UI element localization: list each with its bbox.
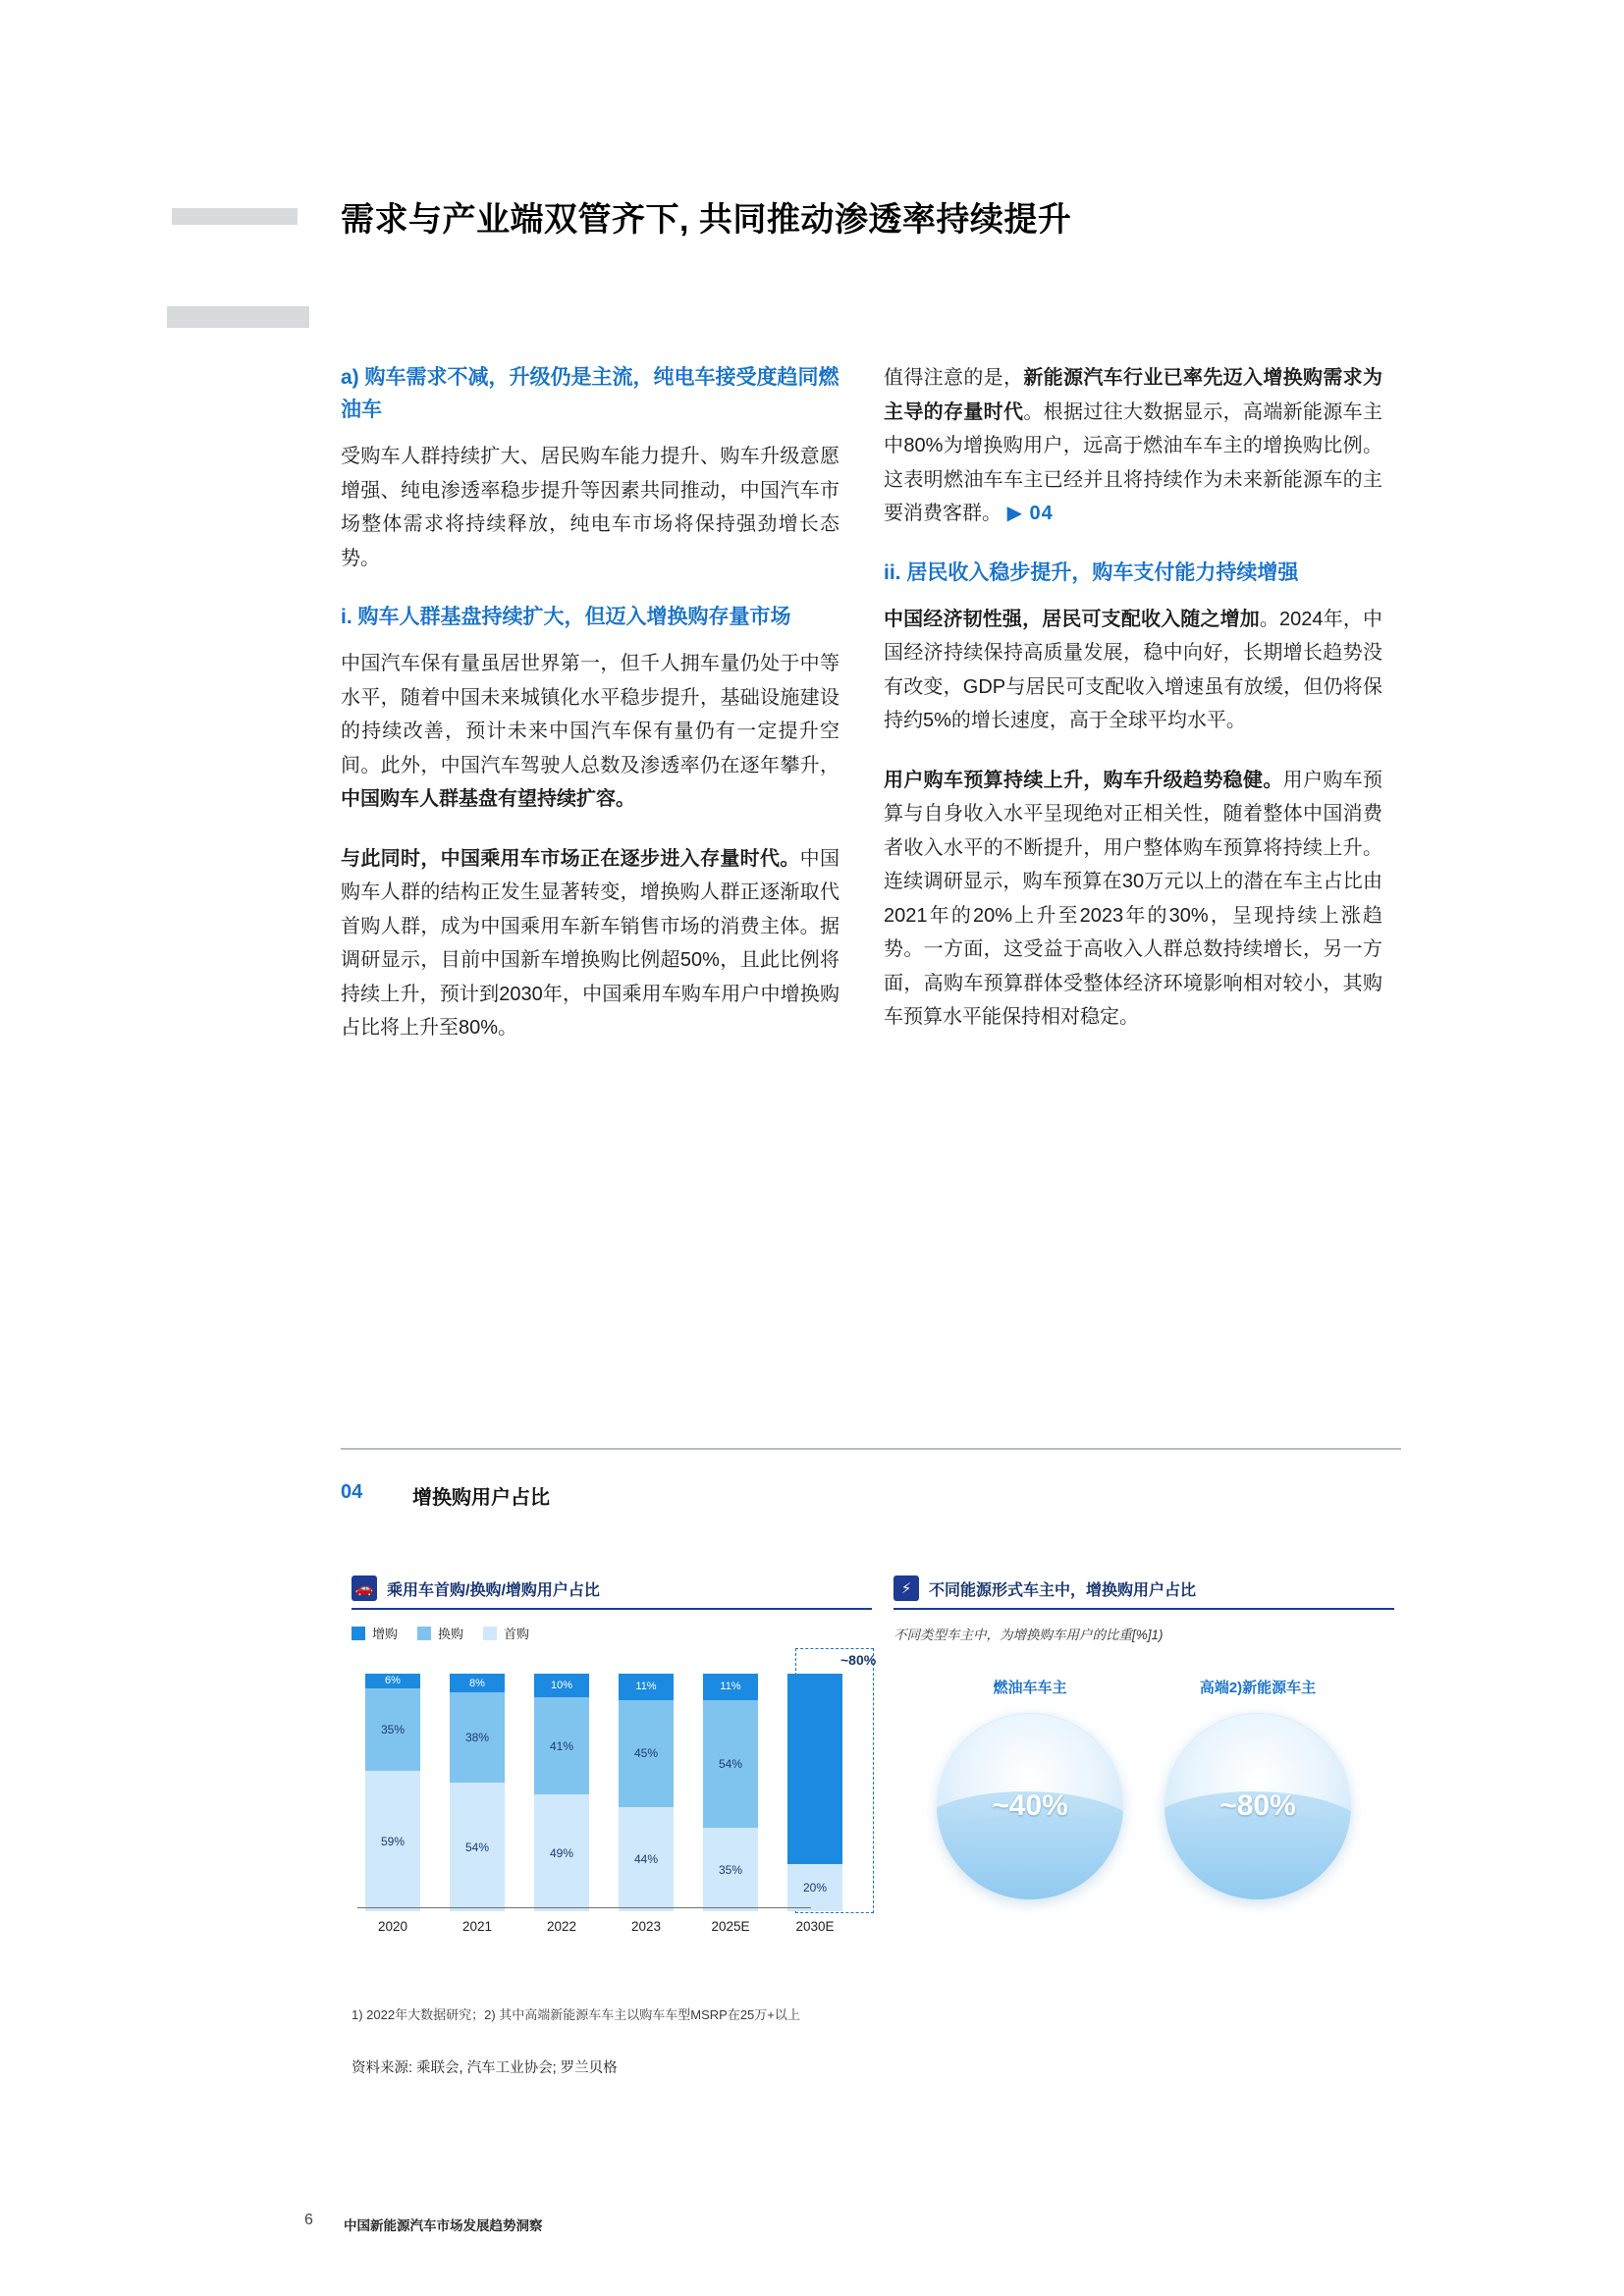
bar-2025e-label-shougou: 35% [718, 1862, 743, 1877]
legend-label-1: 换购 [438, 1627, 464, 1641]
stacked-bar-chart [352, 1652, 877, 1934]
panel-title-right: 不同能源形式车主中，增换购用户占比 [929, 1581, 1197, 1599]
bar-2025e-label-huangou: 54% [718, 1756, 743, 1771]
bubble-item-1 [1164, 1677, 1351, 1899]
footer-title: 中国新能源汽车市场发展趋势洞察 [344, 2218, 543, 2233]
x-axis-line [357, 1907, 811, 1908]
x-label-5: 2030E [795, 1919, 835, 1934]
bar-2025e-seg-huangou [703, 1700, 758, 1829]
paragraph-r-1-pre: 值得注意的是， [884, 367, 1024, 389]
page-number: 6 [304, 2212, 313, 2228]
bar-2023-label-shougou: 44% [633, 1851, 659, 1866]
left-text-column [341, 361, 839, 1071]
header-accent-bar-1 [172, 208, 298, 225]
exhibit-number: 04 [341, 1481, 363, 1503]
chart-panel-bubbles [893, 1575, 1394, 1899]
chart-panel-stacked-bar [352, 1575, 877, 1934]
paragraph-i-1-bold: 中国购车人群基盘有望持续扩容。 [341, 788, 635, 810]
bubble-group [893, 1677, 1394, 1899]
legend-item-1 [417, 1624, 463, 1642]
bar-2022-seg-shougou [534, 1794, 589, 1911]
exhibit-source: 资料来源: 乘联会, 汽车工业协会; 罗兰贝格 [352, 2060, 618, 2076]
paragraph-r-2-bold: 中国经济韧性强，居民可支配收入随之增加 [884, 608, 1260, 630]
panel-header-right [893, 1575, 1394, 1610]
paragraph-i-1 [341, 647, 839, 817]
heading-subsection-ii: ii. 居民收入稳步提升，购车支付能力持续增强 [884, 561, 1299, 584]
bar-2020-label-zenggou: 6% [385, 1675, 401, 1687]
legend-item-2 [483, 1624, 529, 1642]
ev-icon: ⚡ [893, 1575, 919, 1601]
bar-2023-label-huangou: 45% [633, 1746, 659, 1761]
bar-2020-seg-shougou [365, 1771, 420, 1911]
exhibit-reference-link[interactable]: ▶ 04 [1006, 503, 1054, 524]
legend-label-2: 首购 [504, 1627, 530, 1641]
bar-2022 [534, 1674, 589, 1911]
paragraph-r-3-rest: 用户购车预算与自身收入水平呈现绝对正相关性，随着整体中国消费者收入水平的不断提升，用户整体购车预算将持续上升。连续调研显示，购车预算在30万元以上的潜在车主占比由2021年的20%上升至2023年的30%，呈现持续上涨趋势。一方面，这受益于高收入人群总数持续增长，另一方面，高购车预算群体受整体经济环境影响相对较小，其购车预算水平能保持相对稳定。 [884, 769, 1383, 1028]
paragraph-r-3 [884, 764, 1382, 1035]
x-label-0: 2020 [377, 1919, 408, 1934]
bar-2022-label-huangou: 41% [549, 1738, 574, 1753]
legend-swatch-0 [352, 1627, 365, 1640]
bar-2023-seg-shougou [619, 1807, 674, 1912]
paragraph-i-2 [341, 842, 839, 1045]
bar-2023-label-zenggou: 11% [635, 1681, 657, 1693]
bar-2020-label-shougou: 59% [380, 1834, 406, 1848]
x-label-3: 2023 [630, 1919, 662, 1934]
bar-2021-seg-shougou [450, 1783, 505, 1911]
paragraph-a: 受购车人群持续扩大、居民购车能力提升、购车升级意愿增强、纯电渗透率稳步提升等因素共同推动，中国汽车市场整体需求将持续释放，纯电车市场将保持强劲增长态势。 [341, 446, 839, 569]
bar-2021 [450, 1674, 505, 1911]
bar-2020-seg-zenggou [365, 1674, 420, 1688]
bar-2030e [787, 1674, 842, 1911]
legend-swatch-1 [417, 1627, 431, 1640]
x-label-1: 2021 [461, 1919, 493, 1934]
heading-section-a: a) 购车需求不减，升级仍是主流，纯电车接受度趋同燃油车 [341, 366, 839, 421]
bar-2025e [703, 1674, 758, 1911]
bar-2030e-seg-lower [787, 1864, 842, 1911]
bar-2022-seg-zenggou [534, 1674, 589, 1697]
paragraph-i-1-text: 中国汽车保有量虽居世界第一，但千人拥车量仍处于中等水平，随着中国未来城镇化水平稳步提升，基础设施建设的持续改善，预计未来中国汽车保有量仍有一定提升空间。此外，中国汽车驾驶人总数及渗透率仍在逐年攀升， [341, 653, 839, 776]
heading-subsection-i: i. 购车人群基盘持续扩大，但迈入增换购存量市场 [341, 606, 791, 628]
bar-2021-seg-zenggou [450, 1674, 505, 1692]
bubble-value-1: ~80% [1219, 1789, 1296, 1822]
bar-2021-seg-huangou [450, 1692, 505, 1783]
bar-2021-label-shougou: 54% [464, 1840, 490, 1854]
bubble-item-0 [937, 1677, 1123, 1899]
paragraph-i-2-bold: 与此同时，中国乘用车市场正在逐步进入存量时代。 [341, 847, 800, 870]
highlight-annotation: ~80% [840, 1652, 877, 1668]
bubble-label-1: 高端2)新能源车主 [1199, 1680, 1317, 1696]
car-icon: 🚗 [352, 1575, 377, 1601]
bar-2023-seg-zenggou [619, 1674, 674, 1700]
bubble-shape-1 [1164, 1713, 1351, 1899]
bubble-shape-0 [937, 1713, 1123, 1899]
bubble-value-0: ~40% [992, 1789, 1068, 1822]
legend-label-0: 增购 [372, 1627, 399, 1641]
panel-title: 乘用车首购/换购/增购用户占比 [387, 1581, 600, 1599]
bar-2023 [619, 1674, 674, 1911]
paragraph-i-2-text: 中国购车人群的结构正发生显著转变，增换购人群正逐渐取代首购人群，成为中国乘用车新车销售市场的消费主体。据调研显示，目前中国新车增换购比例超50%，且此比例将持续上升，预计到2030年，中国乘用车购车用户中增换购占比将上升至80%。 [341, 847, 840, 1039]
exhibit-footnote: 1) 2022年大数据研究；2) 其中高端新能源车车主以购车车型MSRP在25万+以上 [352, 2007, 800, 2022]
bar-2021-label-zenggou: 8% [469, 1677, 485, 1689]
bar-2030e-seg-upper [787, 1674, 842, 1864]
bar-2020-label-huangou: 35% [380, 1722, 406, 1736]
header-accent-bar-2 [167, 306, 309, 328]
paragraph-r-1-bold: 新能源汽车行业已率先迈入增换购需求为主导的存量时代 [884, 367, 1383, 423]
paragraph-r-2 [884, 603, 1382, 738]
exhibit-title: 增换购用户占比 [412, 1487, 550, 1509]
panel-header [352, 1575, 872, 1610]
panel-note: 不同类型车主中，为增换购车用户的比重[%]1) [893, 1628, 1164, 1642]
bar-2025e-seg-shougou [703, 1828, 758, 1911]
right-text-column [884, 361, 1382, 1060]
paragraph-r-1-rest: 。根据过往大数据显示，高端新能源车主中80%为增换购用户，远高于燃油车车主的增换购比例。这表明燃油车车主已经并且将持续作为未来新能源车的主要消费客群。 [884, 400, 1383, 524]
paragraph-r-1 [884, 361, 1382, 531]
exhibit-divider [341, 1448, 1401, 1450]
paragraph-r-2-rest: 。2024年，中国经济持续保持高质量发展，稳中向好，长期增长趋势没有改变，GDP与居民可支配收入增速虽有放缓，但仍将保持约5%的增长速度，高于全球平均水平。 [884, 608, 1383, 731]
legend-swatch-2 [483, 1627, 497, 1640]
paragraph-r-3-bold: 用户购车预算持续上升，购车升级趋势稳健。 [884, 769, 1283, 791]
bar-2022-label-shougou: 49% [549, 1845, 574, 1860]
x-label-2: 2022 [546, 1919, 577, 1934]
bar-2022-seg-huangou [534, 1697, 589, 1794]
bar-2020 [365, 1674, 420, 1911]
bar-2021-label-huangou: 38% [464, 1731, 490, 1745]
bar-2023-seg-huangou [619, 1700, 674, 1807]
x-label-4: 2025E [711, 1919, 750, 1934]
bubble-label-0: 燃油车车主 [993, 1680, 1067, 1696]
x-axis-labels [365, 1919, 842, 1934]
bar-2025e-seg-zenggou [703, 1674, 758, 1700]
chart-legend [352, 1624, 872, 1642]
page-title: 需求与产业端双管齐下, 共同推动渗透率持续提升 [341, 201, 1072, 239]
bar-2020-seg-huangou [365, 1688, 420, 1772]
bar-2030e-label-lower: 20% [802, 1880, 828, 1895]
bar-2025e-label-zenggou: 11% [720, 1681, 741, 1693]
legend-item-0 [352, 1624, 398, 1642]
bar-group [365, 1674, 842, 1911]
bar-2022-label-zenggou: 10% [550, 1680, 573, 1692]
